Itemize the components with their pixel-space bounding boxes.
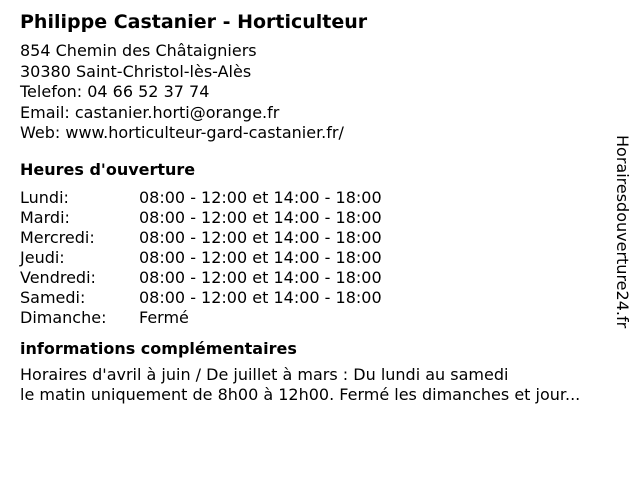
address-city: 30380 Saint-Christol-lès-Alès bbox=[20, 61, 252, 81]
hours-row-friday bbox=[20, 268, 620, 288]
day-times: 08:00 - 12:00 et 14:00 - 18:00 bbox=[139, 227, 382, 247]
day-times: Fermé bbox=[139, 307, 189, 327]
hours-row-wednesday bbox=[20, 228, 620, 248]
day-label: Vendredi: bbox=[20, 267, 96, 287]
opening-hours-heading: Heures d'ouverture bbox=[20, 159, 196, 179]
additional-info-text bbox=[20, 365, 620, 406]
phone-line: Telefon: 04 66 52 37 74 bbox=[20, 82, 210, 101]
day-times: 08:00 - 12:00 et 14:00 - 18:00 bbox=[139, 267, 382, 287]
day-label: Samedi: bbox=[20, 287, 86, 307]
web-line: Web: www.horticulteur-gard-castanier.fr/ bbox=[20, 123, 344, 142]
day-times: 08:00 - 12:00 et 14:00 - 18:00 bbox=[139, 287, 382, 307]
day-label: Mercredi: bbox=[20, 227, 95, 247]
additional-info-heading: informations complémentaires bbox=[20, 338, 297, 358]
day-label: Mardi: bbox=[20, 207, 70, 227]
site-watermark: Horairesdouverture24.fr bbox=[613, 135, 632, 329]
hours-row-tuesday bbox=[20, 208, 620, 228]
hours-row-sunday bbox=[20, 308, 620, 328]
day-times: 08:00 - 12:00 et 14:00 - 18:00 bbox=[139, 247, 382, 267]
business-card bbox=[20, 10, 620, 406]
hours-row-saturday bbox=[20, 288, 620, 308]
day-times: 08:00 - 12:00 et 14:00 - 18:00 bbox=[139, 187, 382, 207]
email-line: Email: castanier.horti@orange.fr bbox=[20, 102, 280, 122]
day-label: Jeudi: bbox=[20, 247, 65, 267]
day-label: Lundi: bbox=[20, 187, 69, 207]
day-times: 08:00 - 12:00 et 14:00 - 18:00 bbox=[139, 207, 382, 227]
info-line-2: le matin uniquement de 8h00 à 12h00. Fermé les dimanches et jour... bbox=[20, 385, 581, 404]
opening-hours-table bbox=[20, 188, 620, 328]
info-line-1: Horaires d'avril à juin / De juillet à mars : Du lundi au samedi bbox=[20, 364, 509, 384]
hours-row-thursday bbox=[20, 248, 620, 268]
day-label: Dimanche: bbox=[20, 307, 107, 327]
contact-block bbox=[20, 41, 620, 144]
address-street: 854 Chemin des Châtaigniers bbox=[20, 41, 257, 60]
business-name: Philippe Castanier - Horticulteur bbox=[20, 11, 368, 33]
hours-row-monday bbox=[20, 188, 620, 208]
